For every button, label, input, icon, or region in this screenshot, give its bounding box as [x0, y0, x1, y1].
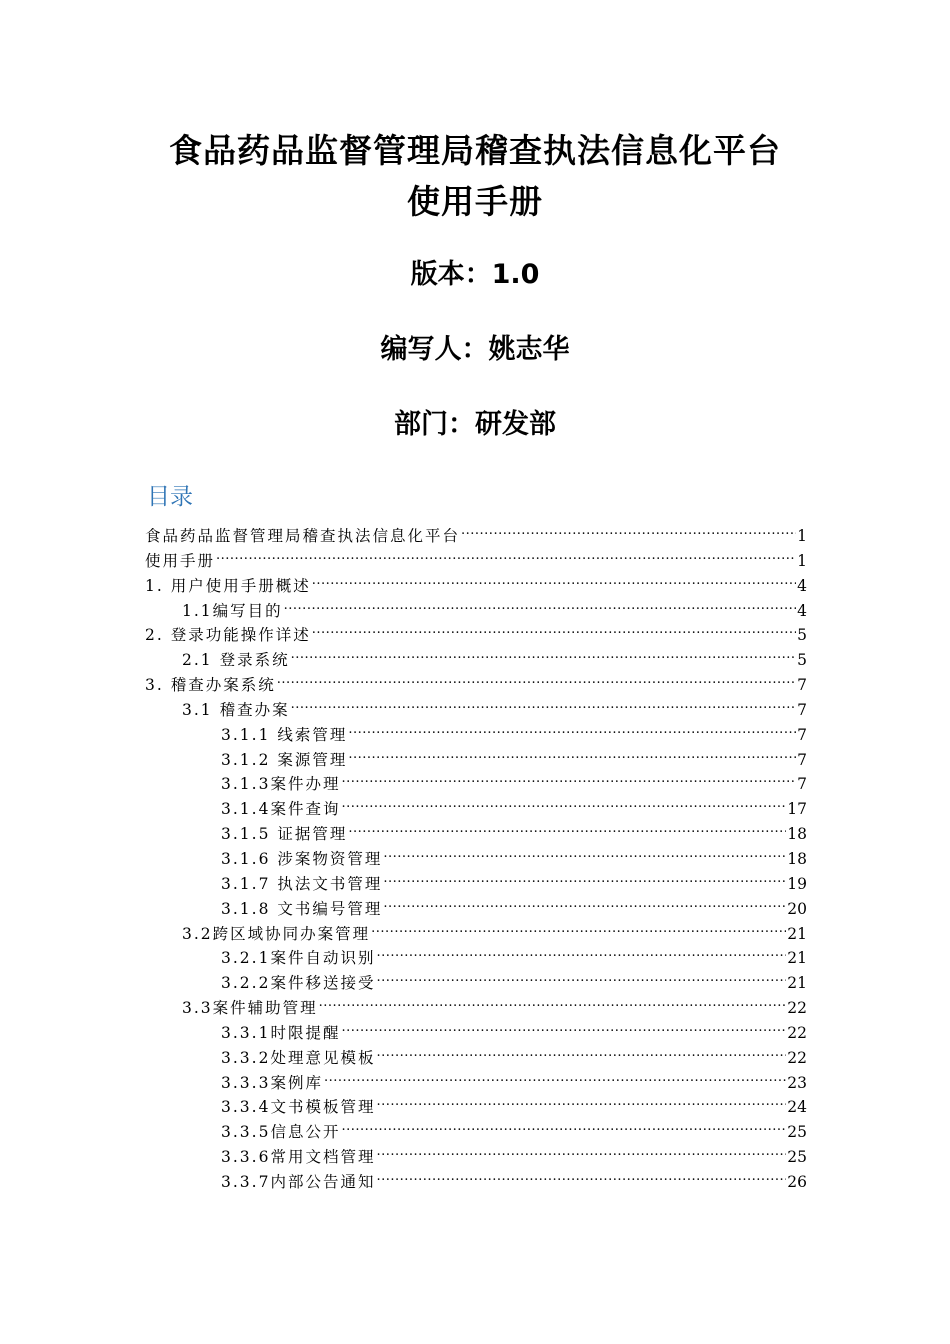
toc-dot-leader [341, 774, 796, 790]
toc-entry[interactable] [145, 822, 807, 847]
toc-dot-leader [341, 799, 786, 815]
toc-dot-leader [341, 1022, 786, 1038]
toc-entry-label: 使用手册 [145, 551, 216, 570]
toc-entry[interactable] [145, 996, 807, 1021]
toc-dot-leader [376, 973, 786, 989]
toc-dot-leader [284, 600, 796, 616]
toc-dot-leader [312, 625, 796, 641]
toc-entry[interactable] [145, 847, 807, 872]
toc-dot-leader [319, 998, 787, 1014]
toc-entry-page-number: 5 [797, 651, 807, 670]
department-line: 部门：研发部 [394, 409, 556, 440]
document-title: 食品药品监督管理局稽查执法信息化平台 [169, 131, 781, 170]
toc-entry-label: 3. 稽查办案系统 [145, 676, 276, 695]
toc-entry-label: 3.2跨区域协同办案管理 [182, 924, 371, 943]
toc-entry-page-number: 7 [797, 775, 807, 794]
toc-dot-leader [348, 749, 796, 765]
toc-entry-label: 3.3案件辅助管理 [182, 999, 318, 1018]
toc-dot-leader [376, 1171, 786, 1187]
toc-dot-leader [376, 1147, 786, 1163]
toc-dot-leader [341, 1122, 786, 1138]
toc-dot-leader [461, 526, 796, 542]
toc-entry-page-number: 21 [787, 949, 807, 968]
toc-entry[interactable] [145, 1046, 807, 1071]
toc-entry[interactable] [145, 971, 807, 996]
toc-entry-label: 食品药品监督管理局稽查执法信息化平台 [145, 527, 461, 545]
toc-entry[interactable] [145, 1095, 807, 1120]
toc-dot-leader [383, 848, 786, 864]
toc-entry-page-number: 22 [787, 999, 807, 1018]
toc-entry[interactable] [145, 1120, 807, 1145]
toc-entry-label: 1.1编写目的 [182, 601, 283, 620]
toc-entry-page-number: 25 [787, 1123, 807, 1142]
toc-entry-label: 2. 登录功能操作详述 [145, 626, 311, 645]
toc-entry-page-number: 24 [787, 1098, 807, 1117]
author-line: 编写人：姚志华 [380, 334, 570, 365]
version-line: 版本：1.0 [410, 259, 540, 290]
toc-entry-label: 3.3.5信息公开 [221, 1123, 341, 1142]
toc-dot-leader [291, 650, 797, 666]
toc-entry-page-number: 22 [787, 1023, 807, 1042]
toc-entry-page-number: 7 [797, 676, 807, 695]
toc-entry[interactable] [145, 524, 807, 549]
toc-entry-page-number: 22 [787, 1048, 807, 1067]
toc-entry-label: 3.1.2 案源管理 [221, 750, 348, 769]
toc-entry-label: 3.1 稽查办案 [182, 700, 290, 719]
table-of-contents [145, 524, 807, 1195]
toc-entry[interactable] [145, 623, 807, 648]
toc-entry-page-number: 5 [797, 626, 807, 645]
toc-entry[interactable] [145, 673, 807, 698]
toc-heading: 目录 [147, 484, 193, 510]
toc-entry[interactable] [145, 772, 807, 797]
toc-entry-page-number: 20 [787, 899, 807, 918]
toc-entry-label: 3.1.5 证据管理 [221, 825, 348, 844]
toc-entry-page-number: 17 [787, 800, 807, 819]
toc-entry[interactable] [145, 1021, 807, 1046]
toc-entry-label: 3.1.3案件办理 [221, 775, 341, 794]
toc-entry-label: 1. 用户使用手册概述 [145, 576, 311, 595]
toc-entry[interactable] [145, 797, 807, 822]
toc-entry-label: 3.3.7内部公告通知 [221, 1172, 376, 1191]
toc-entry-page-number: 21 [787, 924, 807, 943]
toc-entry-label: 3.2.2案件移送接受 [221, 974, 376, 993]
toc-dot-leader [216, 550, 796, 566]
toc-entry-page-number: 1 [797, 527, 807, 545]
toc-dot-leader [376, 948, 786, 964]
toc-entry-label: 3.3.6常用文档管理 [221, 1148, 376, 1167]
toc-entry-page-number: 23 [787, 1073, 807, 1092]
toc-entry[interactable] [145, 723, 807, 748]
toc-entry[interactable] [145, 748, 807, 773]
toc-dot-leader [312, 575, 796, 591]
toc-dot-leader [277, 675, 796, 691]
toc-entry[interactable] [145, 574, 807, 599]
toc-entry[interactable] [145, 946, 807, 971]
toc-entry[interactable] [145, 922, 807, 947]
toc-dot-leader [376, 1047, 786, 1063]
toc-entry-page-number: 4 [797, 576, 807, 595]
toc-entry[interactable] [145, 897, 807, 922]
toc-entry[interactable] [145, 599, 807, 624]
toc-entry[interactable] [145, 549, 807, 574]
toc-entry-page-number: 1 [797, 551, 807, 570]
toc-entry-label: 3.3.2处理意见模板 [221, 1048, 376, 1067]
toc-entry[interactable] [145, 1071, 807, 1096]
toc-entry-page-number: 18 [787, 849, 807, 868]
toc-entry[interactable] [145, 1145, 807, 1170]
toc-entry-label: 3.3.1时限提醒 [221, 1023, 341, 1042]
toc-entry-page-number: 4 [797, 601, 807, 620]
toc-entry-page-number: 21 [787, 974, 807, 993]
toc-entry-page-number: 7 [797, 750, 807, 769]
toc-entry-label: 3.3.3案例库 [221, 1073, 323, 1092]
toc-dot-leader [348, 824, 786, 840]
toc-dot-leader [324, 1072, 786, 1088]
toc-entry[interactable] [145, 698, 807, 723]
toc-entry-label: 3.1.6 涉案物资管理 [221, 849, 383, 868]
toc-entry-page-number: 26 [787, 1172, 807, 1191]
document-subtitle: 使用手册 [407, 182, 543, 221]
toc-entry-label: 3.2.1案件自动识别 [221, 949, 376, 968]
toc-dot-leader [371, 923, 786, 939]
toc-entry[interactable] [145, 872, 807, 897]
toc-entry[interactable] [145, 648, 807, 673]
toc-entry[interactable] [145, 1170, 807, 1195]
toc-dot-leader [348, 724, 796, 740]
toc-entry-page-number: 7 [797, 700, 807, 719]
toc-entry-page-number: 18 [787, 825, 807, 844]
toc-entry-label: 3.1.7 执法文书管理 [221, 874, 383, 893]
toc-dot-leader [291, 699, 797, 715]
toc-dot-leader [376, 1097, 786, 1113]
toc-entry-label: 3.1.4案件查询 [221, 800, 341, 819]
toc-dot-leader [383, 898, 786, 914]
toc-entry-page-number: 25 [787, 1148, 807, 1167]
toc-entry-label: 3.3.4文书模板管理 [221, 1098, 376, 1117]
toc-entry-label: 3.1.8 文书编号管理 [221, 899, 383, 918]
toc-entry-label: 2.1 登录系统 [182, 651, 290, 670]
toc-entry-page-number: 19 [787, 874, 807, 893]
toc-dot-leader [383, 873, 786, 889]
toc-entry-page-number: 7 [797, 725, 807, 744]
toc-entry-label: 3.1.1 线索管理 [221, 725, 348, 744]
